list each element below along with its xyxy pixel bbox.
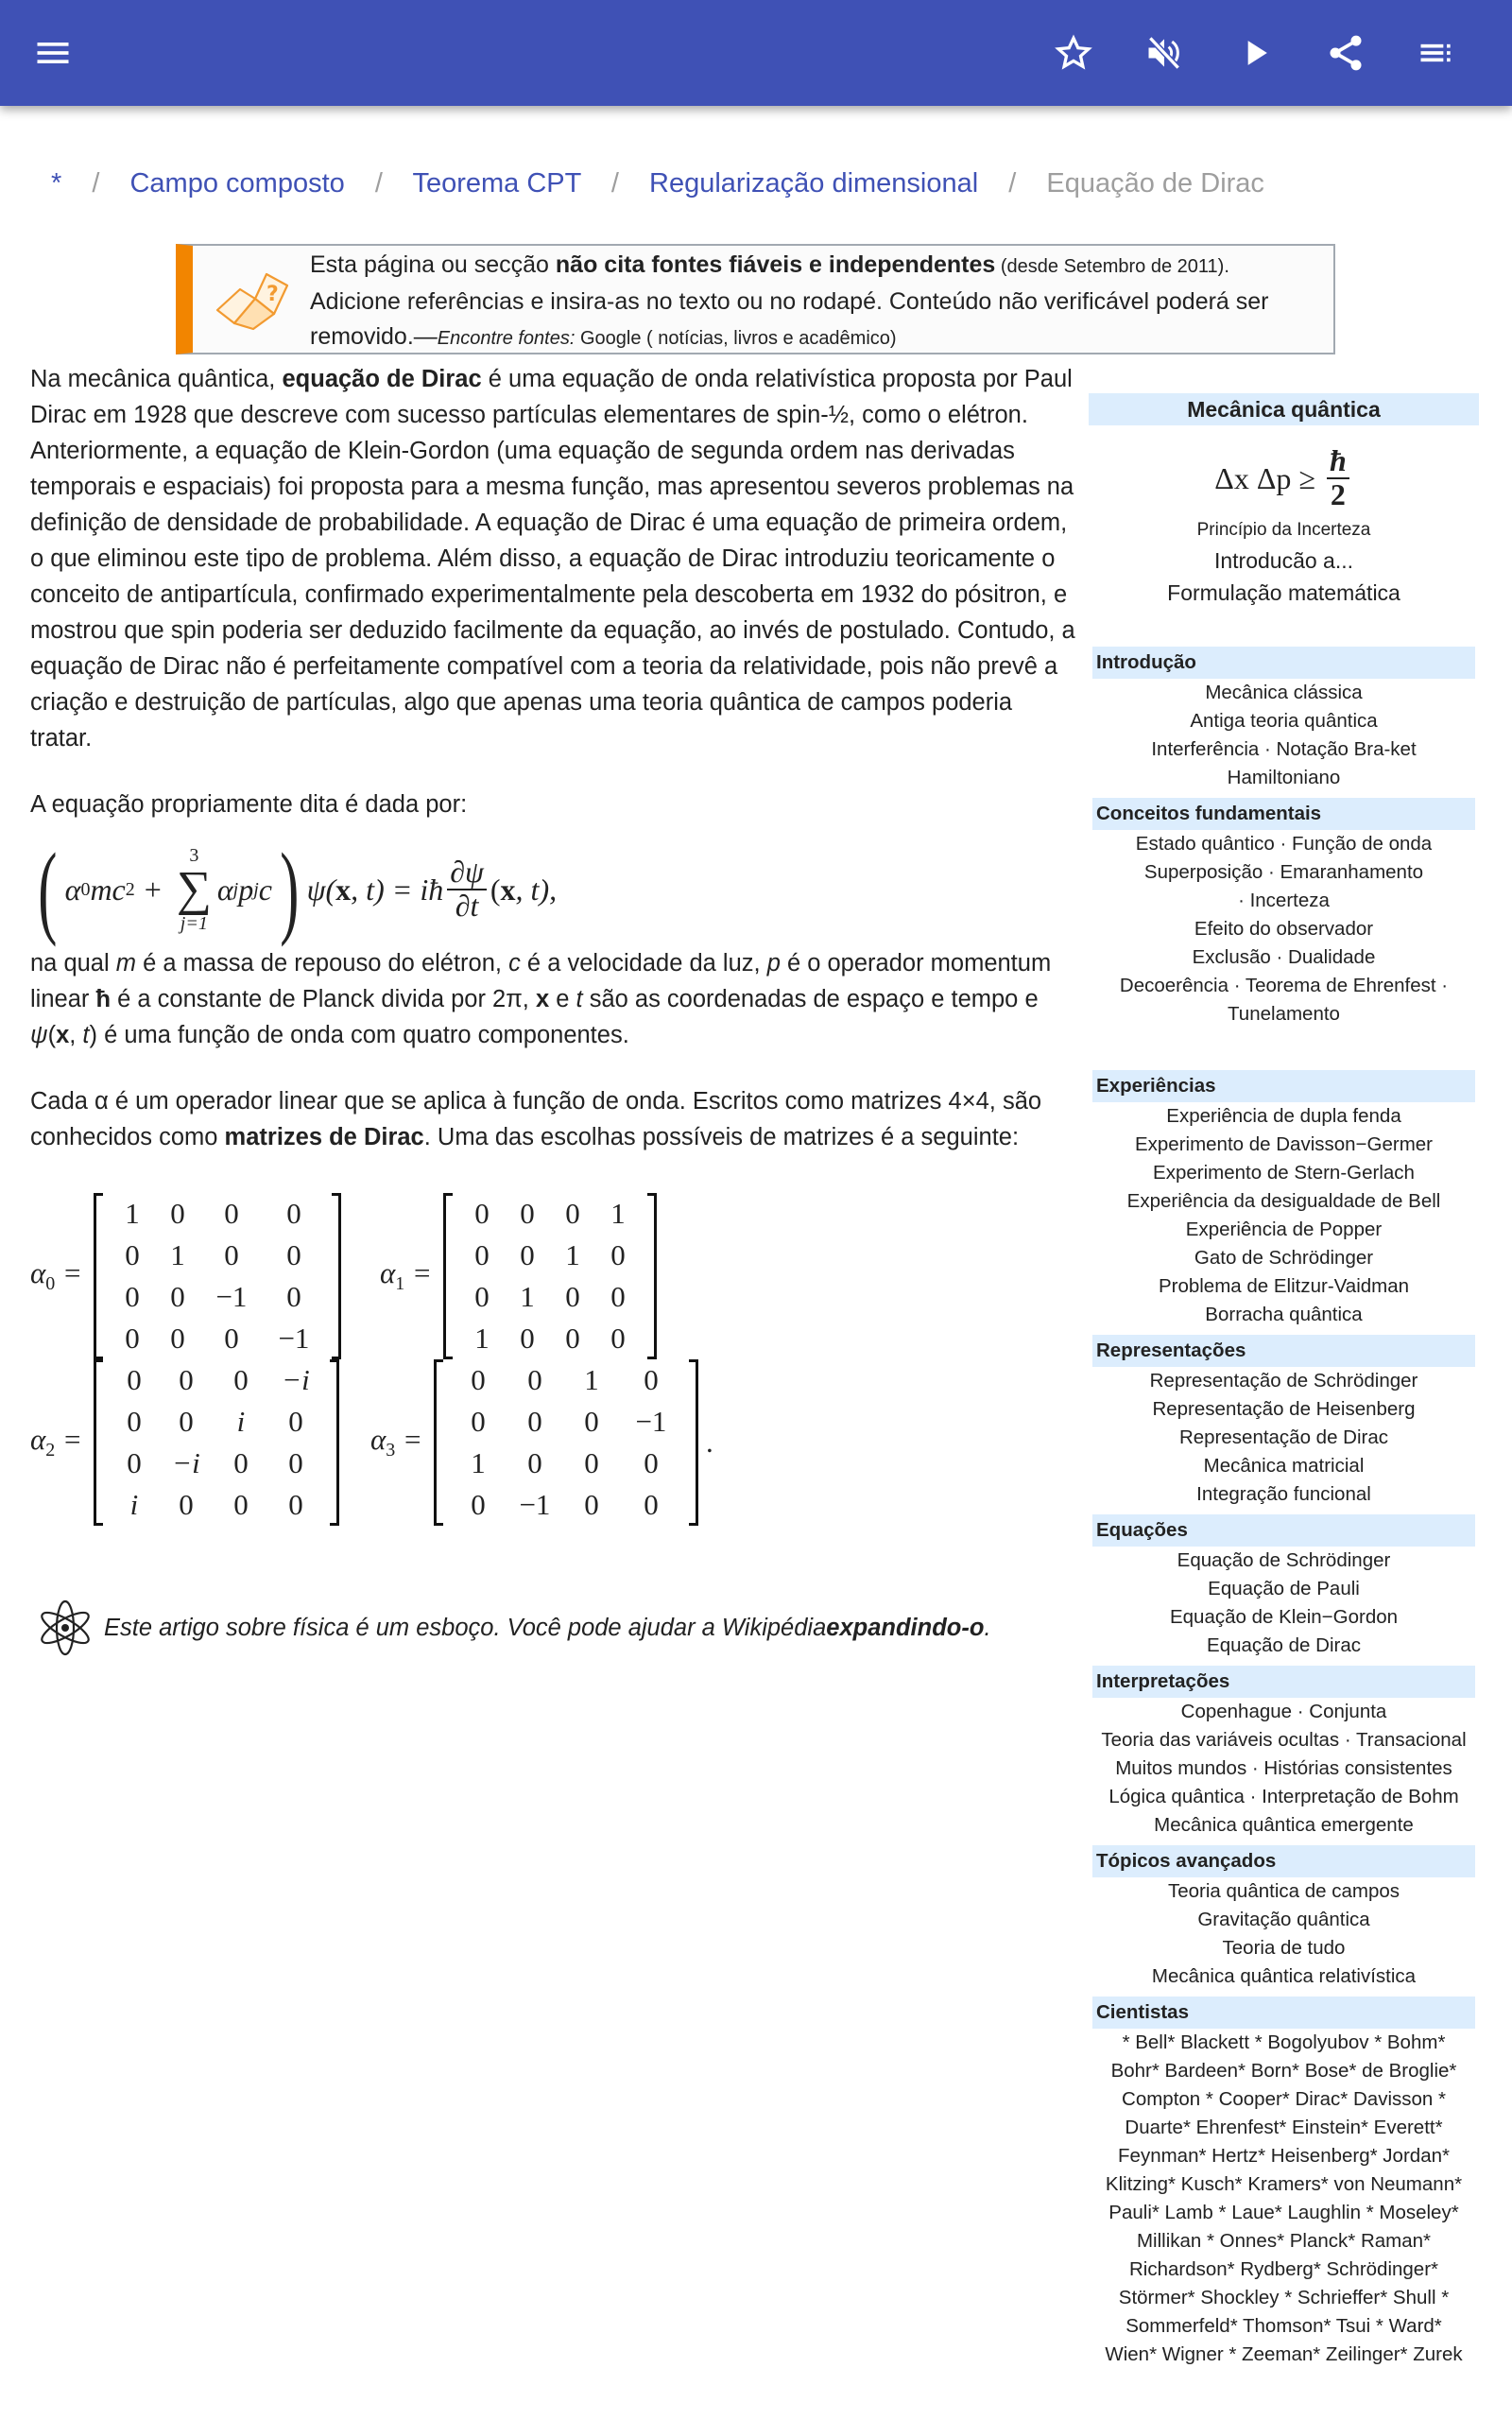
frac-numerator: ∂ψ — [447, 856, 487, 890]
matrix-cell: 0 — [288, 1446, 303, 1479]
matrix-cell: 0 — [286, 1197, 301, 1230]
def-text: é o operador momentum linear — [30, 950, 1052, 1012]
matrix-cell: 0 — [565, 1280, 580, 1313]
stub-text: Este artigo sobre física é um esboço. Você pode ajudar a Wikipédia — [104, 1614, 827, 1641]
breadcrumb-current: Equação de Dirac — [1046, 168, 1264, 199]
volume-off-icon[interactable] — [1138, 26, 1191, 79]
matrix-cell: 0 — [474, 1197, 490, 1230]
link-formulacao[interactable]: Formulação matemática — [1167, 580, 1400, 605]
section-item[interactable]: Klitzing* Kusch* Kramers* von Neumann* — [1105, 2173, 1463, 2195]
matrices-paragraph — [30, 1083, 1079, 1155]
matrix-cell: 0 — [179, 1488, 194, 1521]
section-item[interactable]: Teoria de tudo — [1222, 1937, 1346, 1959]
matrix-cell: 0 — [610, 1322, 626, 1355]
section-item[interactable]: Copenhague · Conjunta — [1180, 1701, 1387, 1722]
matrix-cell: 0 — [286, 1280, 301, 1313]
matrices-period: . — [705, 1426, 713, 1459]
share-icon[interactable] — [1319, 26, 1372, 79]
def-var: ħ — [95, 986, 112, 1012]
section-item[interactable]: Mecânica quântica relativística — [1151, 1965, 1417, 1987]
matrix-cell: 0 — [224, 1197, 239, 1230]
matrix-cell: 0 — [125, 1238, 140, 1271]
section-item[interactable]: Experiência da desigualdade de Bell — [1126, 1190, 1441, 1212]
matrix-cell: 0 — [527, 1405, 542, 1438]
matrix-cell: 0 — [170, 1197, 185, 1230]
section-item[interactable]: Equação de Klein−Gordon — [1169, 1606, 1399, 1628]
matrix-cell: 1 — [125, 1197, 140, 1230]
eq-tail: ( — [490, 873, 501, 907]
def-text: , — [69, 1022, 83, 1048]
eq-mc: mc — [90, 873, 126, 907]
matrix-cell: 0 — [584, 1488, 599, 1521]
section-item[interactable]: Wien* Wigner * Zeeman* Zeilinger* Zurek — [1105, 2343, 1463, 2365]
section-item[interactable]: Richardson* Rydberg* Schrödinger* — [1128, 2258, 1439, 2280]
section-item[interactable]: Equação de Dirac — [1207, 1634, 1361, 1656]
summation — [177, 846, 212, 933]
matrix-sub: 2 — [45, 1440, 56, 1461]
svg-text:?: ? — [266, 283, 279, 306]
equation-intro: A equação propriamente dita é dada por: — [30, 791, 468, 818]
matrix-cell: 0 — [224, 1238, 239, 1271]
section-item[interactable]: Duarte* Ehrenfest* Einstein* Everett* — [1125, 2117, 1443, 2138]
matrix-cell: 0 — [520, 1322, 535, 1355]
play-icon[interactable] — [1228, 26, 1281, 79]
matrix-cell: 0 — [565, 1322, 580, 1355]
sum-symbol: ∑ — [176, 862, 212, 916]
def-var: x — [535, 986, 550, 1012]
section-item[interactable]: Antiga teoria quântica — [1190, 710, 1378, 732]
section-item[interactable]: Tunelamento — [1228, 1003, 1340, 1025]
matrix-cell: 0 — [127, 1446, 142, 1479]
section-header: Interpretações — [1092, 1666, 1475, 1698]
matrix-alpha0: $\alpha_0$ = 1 0 0 0 0 1 0 0 0 0 −1 0 0 0 0 −1 — [30, 1193, 341, 1359]
section-item[interactable]: Mecânica quântica emergente — [1154, 1814, 1414, 1836]
matrix-cell: −1 — [635, 1405, 667, 1438]
intro-paragraph — [30, 361, 1079, 756]
matrix-cell: 0 — [527, 1363, 542, 1396]
matrix-cell: −1 — [215, 1280, 248, 1313]
def-text: é a constante de Planck divida por 2π, — [111, 986, 536, 1012]
notice-date: (desde Setembro de 2011). — [995, 256, 1229, 277]
section-item[interactable]: · Incerteza — [1238, 890, 1330, 911]
notice-find-sources: Encontre fontes: — [437, 328, 576, 349]
section-header: Equações — [1092, 1514, 1475, 1547]
matrix-cell: 0 — [179, 1405, 194, 1438]
notice-text — [310, 248, 1324, 356]
def-text: e — [549, 986, 576, 1012]
matrix-cell: i — [236, 1405, 246, 1438]
menu-icon[interactable] — [26, 26, 79, 79]
section-item[interactable]: Lógica quântica · Interpretação de Bohm — [1108, 1786, 1459, 1807]
section-item[interactable]: Equação de Pauli — [1208, 1578, 1360, 1599]
matrix-cell: 0 — [610, 1238, 626, 1271]
eq-x: x — [500, 873, 516, 907]
formula-fraction — [1327, 445, 1349, 510]
eq-plus: + — [144, 873, 162, 907]
section-introducao — [1089, 647, 1479, 792]
breadcrumb-campo-composto[interactable]: Campo composto — [129, 168, 345, 199]
matrix-alpha2: $\alpha_2$ = 0 0 0 −i 0 0 i 0 0 −i 0 0 i 0 0 0 — [30, 1359, 339, 1526]
eq-alpha: α — [64, 873, 81, 907]
formula-lhs: Δx Δp ≥ — [1214, 460, 1315, 495]
section-header: Representações — [1092, 1335, 1475, 1367]
matrix-cell: 0 — [644, 1446, 659, 1479]
section-item[interactable]: Representação de Schrödinger — [1149, 1370, 1418, 1392]
dirac-equation — [30, 834, 1079, 945]
section-item[interactable]: Bohr* Bardeen* Born* Bose* de Broglie* — [1110, 2060, 1457, 2082]
section-conceitos — [1089, 798, 1479, 1028]
section-item[interactable]: * Bell* Blackett * Bogolyubov * Bohm* — [1122, 2031, 1446, 2053]
matrices-bold: matrizes de Dirac — [224, 1124, 424, 1150]
matrix-cell: 0 — [127, 1363, 142, 1396]
section-topicos-avancados — [1089, 1845, 1479, 1991]
section-item[interactable]: Mecânica matricial — [1203, 1455, 1365, 1477]
breadcrumb-separator: / — [1008, 168, 1017, 199]
eq-psi: ψ( — [306, 873, 336, 907]
matrix-cell: 0 — [125, 1322, 140, 1355]
eq-p: p — [238, 873, 254, 907]
matrix-cell: 1 — [610, 1197, 626, 1230]
intro-bold-term: equação de Dirac — [282, 366, 482, 392]
sum-lower: j=1 — [180, 913, 208, 934]
breadcrumb-separator: / — [92, 168, 100, 199]
matrix-cell: 1 — [520, 1280, 535, 1313]
matrix-sub: 0 — [45, 1273, 56, 1295]
dirac-matrices — [30, 1193, 748, 1524]
left-paren: ( — [38, 832, 58, 947]
matrix-cell: 1 — [170, 1238, 185, 1271]
section-item[interactable]: Exclusão · Dualidade — [1192, 946, 1376, 968]
def-var: t — [82, 1022, 90, 1048]
formula-denominator: 2 — [1330, 477, 1346, 511]
matrix-cell: 1 — [474, 1322, 490, 1355]
matrix-cell: 0 — [170, 1280, 185, 1313]
eq-sub: 0 — [80, 879, 91, 900]
matrix-cell: 0 — [471, 1363, 486, 1396]
breadcrumb-regularizacao[interactable]: Regularização dimensional — [649, 168, 979, 199]
section-item[interactable]: Problema de Elitzur-Vaidman — [1158, 1275, 1410, 1297]
matrix-cell: 0 — [527, 1446, 542, 1479]
section-item[interactable]: Gato de Schrödinger — [1194, 1247, 1374, 1269]
matrix-cell: 0 — [233, 1363, 249, 1396]
breadcrumb-separator: / — [374, 168, 383, 199]
section-item[interactable]: Borracha quântica — [1205, 1304, 1363, 1325]
section-item[interactable]: Millikan * Onnes* Planck* Raman* — [1136, 2230, 1432, 2252]
section-item[interactable]: Integração funcional — [1196, 1483, 1371, 1505]
matrix-cell: 0 — [520, 1238, 535, 1271]
matrix-cell: 0 — [474, 1238, 490, 1271]
section-item[interactable]: Representação de Dirac — [1178, 1426, 1389, 1448]
section-item[interactable]: Feynman* Hertz* Heisenberg* Jordan* — [1118, 2145, 1450, 2167]
playlist-icon[interactable] — [1410, 26, 1463, 79]
matrix-cell: 1 — [471, 1446, 486, 1479]
section-interpretacoes — [1089, 1666, 1479, 1840]
partial-fraction — [447, 856, 487, 922]
section-item[interactable]: Decoerência · Teorema de Ehrenfest · — [1119, 975, 1449, 996]
uncertainty-formula — [1089, 442, 1479, 514]
section-item[interactable]: Muitos mundos · Histórias consistentes — [1115, 1757, 1452, 1779]
def-text: é a massa de repouso do elétron, — [136, 950, 509, 977]
def-text: ) é uma função de onda com quatro componentes. — [89, 1022, 629, 1048]
section-representacoes — [1089, 1335, 1479, 1509]
section-item[interactable]: Superposição · Emaranhamento — [1143, 861, 1424, 883]
section-item[interactable]: Efeito do observador — [1194, 918, 1374, 940]
matrix-cell: 0 — [125, 1280, 140, 1313]
def-text: ( — [47, 1022, 57, 1048]
matrix-cell: 0 — [233, 1446, 249, 1479]
eq-sub-j: j — [253, 879, 259, 900]
matrix-cell: 0 — [520, 1197, 535, 1230]
matrix-label: α — [380, 1256, 396, 1290]
article-body — [30, 361, 1079, 1155]
def-var: m — [115, 950, 136, 977]
notice-bold: não cita fontes fiáveis e independentes — [555, 251, 996, 278]
app-bar — [0, 0, 1512, 106]
matrices-text: Cada α é um operador linear que se aplica à função de onda. Escritos como matrizes 4×4, são conhecidos como — [30, 1088, 1042, 1150]
section-item[interactable]: Estado quântico · Função de onda — [1135, 833, 1433, 855]
eq-alpha-j: α — [216, 873, 233, 907]
section-header: Conceitos fundamentais — [1092, 798, 1475, 830]
matrix-cell: 1 — [584, 1363, 599, 1396]
eq-c: c — [258, 873, 272, 907]
matrix-cell: −i — [282, 1363, 310, 1396]
section-item[interactable]: Sommerfeld* Thomson* Tsui * Ward* — [1125, 2315, 1442, 2337]
matrix-alpha1: $\alpha_1$ = 0 0 0 1 0 0 1 0 0 1 0 0 1 0 0 0 — [380, 1193, 657, 1359]
book-question-icon — [212, 267, 289, 333]
matrix-cell: 0 — [288, 1488, 303, 1521]
breadcrumb-teorema-cpt[interactable]: Teorema CPT — [412, 168, 581, 199]
matrix-cell: 0 — [233, 1488, 249, 1521]
section-header: Experiências — [1092, 1070, 1475, 1102]
section-item[interactable]: Teoria das variáveis ocultas · Transacional — [1101, 1729, 1467, 1751]
section-item[interactable]: Compton * Cooper* Dirac* Davisson * — [1122, 2088, 1446, 2110]
matrix-alpha3: $\alpha_3$ = 0 0 1 0 0 0 0 −1 1 0 0 0 0 −1 0 0 . — [370, 1359, 713, 1526]
section-item[interactable]: Equação de Schrödinger — [1177, 1549, 1391, 1571]
matrix-cell: 0 — [584, 1446, 599, 1479]
section-item[interactable]: Störmer* Shockley * Schrieffer* Shull * — [1118, 2287, 1450, 2308]
section-item[interactable]: Experimento de Stern-Gerlach — [1153, 1162, 1415, 1184]
matrix-cell: −1 — [519, 1488, 551, 1521]
matrix-cell: 0 — [474, 1280, 490, 1313]
section-item[interactable]: Pauli* Lamb * Laue* Laughlin * Moseley* — [1108, 2202, 1459, 2223]
def-text: são as coordenadas de espaço e tempo e — [582, 986, 1039, 1012]
matrix-label: α — [30, 1256, 46, 1290]
eq-rhs: , t) = iħ — [351, 873, 444, 907]
matrix-cell: 0 — [565, 1197, 580, 1230]
matrix-cell: 0 — [471, 1488, 486, 1521]
section-equacoes — [1089, 1514, 1479, 1660]
matrix-label: α — [30, 1423, 46, 1457]
def-var: t — [576, 986, 583, 1012]
breadcrumb-separator: / — [610, 168, 619, 199]
section-header: Cientistas — [1092, 1996, 1475, 2029]
frac-denominator: ∂t — [455, 889, 479, 923]
stub-end: . — [984, 1614, 991, 1641]
breadcrumb — [51, 168, 1264, 199]
star-outline-icon[interactable] — [1047, 26, 1100, 79]
matrix-label: α — [370, 1423, 387, 1457]
matrix-cell: 0 — [170, 1322, 185, 1355]
matrix-cell: −1 — [278, 1322, 310, 1355]
matrix-cell: 0 — [286, 1238, 301, 1271]
def-text: na qual — [30, 950, 116, 977]
matrix-cell: 0 — [224, 1322, 239, 1355]
matrices-text-end: . Uma das escolhas possíveis de matrizes é a seguinte: — [423, 1124, 1020, 1150]
stub-notice — [36, 1598, 991, 1658]
def-var: x — [56, 1022, 70, 1048]
right-paren: ) — [280, 832, 300, 947]
formula-caption: Princípio da Incerteza — [1196, 520, 1371, 540]
matrix-sub: 1 — [395, 1273, 405, 1295]
matrix-sub: 3 — [386, 1440, 396, 1461]
def-var: c — [508, 950, 521, 977]
section-experiencias — [1089, 1070, 1479, 1329]
section-item[interactable]: Gravitação quântica — [1197, 1909, 1370, 1930]
matrix-cell: 0 — [471, 1405, 486, 1438]
def-text: é a velocidade da luz, — [520, 950, 767, 977]
section-item[interactable]: Representação de Heisenberg — [1152, 1398, 1416, 1420]
intro-text-rest: é uma equação de onda relativística proposta por Paul Dirac em 1928 que descreve com sucesso partículas elementares de spin-½, como o elétron. Anteriormente, a equação de Klein-Gordon (uma equação de segunda ordem nas derivadas temporais e espaciais) foi proposta para a mesma função, mas apresentou severos problemas na definição de densidade de probabilidade. A equação de Dirac é uma equação de primeira ordem, o que eliminou este tipo de problema. Além disso, a equação de Dirac introduziu teoricamente o conceito de antipartícula, confirmado experimentalmente pela descoberta em 1932 do pósitron, e mostrou que spin poderia ser deduzido facilmente da equação, ao invés de postulado. Contudo, a equação de Dirac não é perfeitamente compatível com a teoria da relatividade, pois não prevê a criação e destruição de partículas, algo que apenas uma teoria quântica de campos poderia tratar. — [30, 366, 1075, 752]
section-header: Introdução — [1092, 647, 1475, 679]
eq-x: x — [335, 873, 352, 907]
stub-expand-link[interactable]: expandindo-o — [826, 1614, 985, 1641]
def-var: ψ — [30, 1022, 48, 1048]
infobox-title: Mecânica quântica — [1089, 393, 1479, 425]
matrix-cell: 0 — [127, 1405, 142, 1438]
definitions-paragraph — [30, 945, 1079, 1053]
notice-line2: Adicione referências e insira-as no texto ou no rodapé. Conteúdo não verificável poderá ser — [310, 288, 1269, 315]
notice-line1: Esta página ou secção — [310, 251, 556, 278]
unsourced-notice — [176, 244, 1335, 354]
notice-sources-links[interactable]: Google ( notícias, livros e acadêmico) — [575, 328, 897, 349]
matrix-cell: 1 — [565, 1238, 580, 1271]
section-item[interactable]: Interferência · Notação Bra-ket — [1151, 738, 1417, 760]
section-item[interactable]: Hamiltoniano — [1227, 767, 1341, 788]
section-item[interactable]: Experiência de dupla fenda — [1166, 1105, 1401, 1127]
intro-text: Na mecânica quântica, — [30, 366, 283, 392]
matrix-cell: 0 — [288, 1405, 303, 1438]
matrix-cell: −i — [172, 1446, 200, 1479]
matrix-cell: 0 — [584, 1405, 599, 1438]
matrix-cell: i — [129, 1488, 139, 1521]
eq-tail: , t), — [515, 873, 558, 907]
section-header: Tópicos avançados — [1092, 1845, 1475, 1877]
sum-upper: 3 — [189, 845, 199, 866]
matrix-cell: 0 — [179, 1363, 194, 1396]
notice-line3: removido.— — [310, 323, 438, 350]
section-item[interactable]: Mecânica clássica — [1205, 682, 1363, 703]
atom-icon — [36, 1598, 94, 1658]
eq-sub-j: j — [232, 879, 239, 900]
matrix-cell: 0 — [644, 1363, 659, 1396]
eq-sup: 2 — [125, 879, 135, 900]
matrix-cell: 0 — [610, 1280, 626, 1313]
def-var: p — [766, 950, 781, 977]
breadcrumb-home[interactable]: * — [51, 168, 62, 199]
section-item[interactable]: Experimento de Davisson−Germer — [1134, 1133, 1434, 1155]
section-item[interactable]: Teoria quântica de campos — [1167, 1880, 1400, 1902]
section-cientistas — [1089, 1996, 1479, 2369]
section-item[interactable]: Experiência de Popper — [1185, 1219, 1383, 1240]
matrix-cell: 0 — [644, 1488, 659, 1521]
quantum-mechanics-infobox — [1089, 393, 1479, 2369]
link-introducao[interactable]: Introducão a... — [1213, 548, 1354, 573]
formula-numerator: ħ — [1327, 445, 1349, 479]
